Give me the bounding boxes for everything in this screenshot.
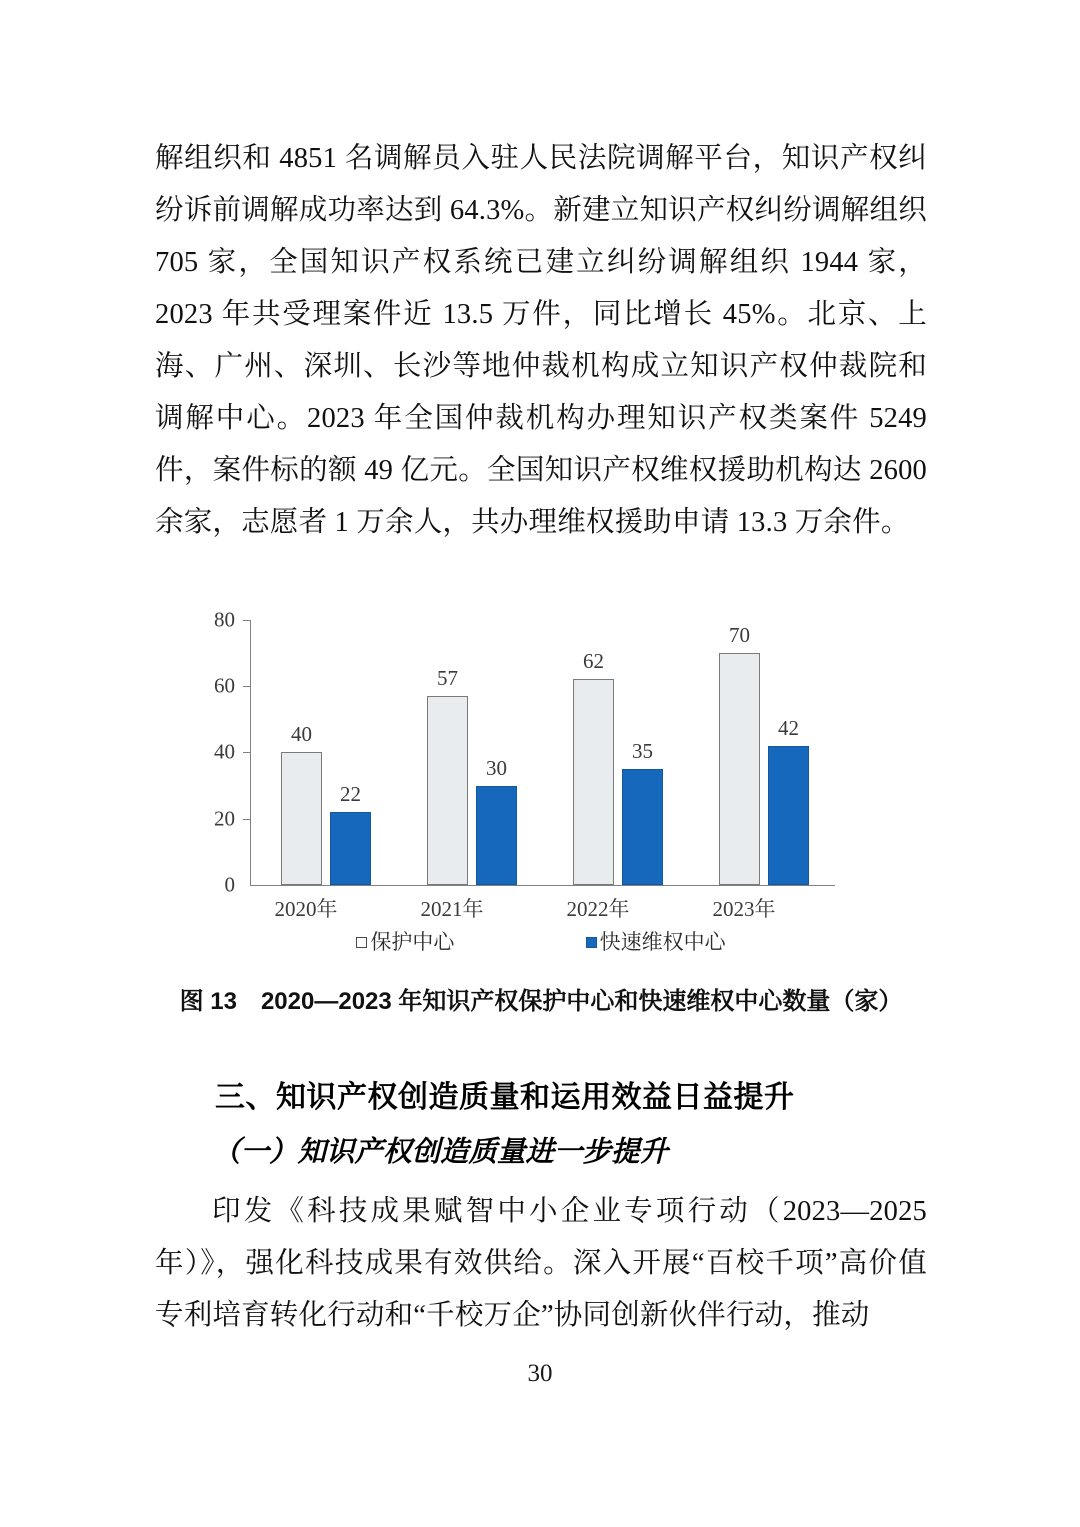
y-axis-label-60: 60 [214, 673, 235, 698]
bar-value-2021-rapid-rights: 30 [486, 756, 507, 780]
bar-2020-protection [281, 722, 322, 885]
bar-2020-rapid-rights [330, 782, 371, 885]
x-axis-label-2023: 2023年 [712, 897, 776, 921]
legend-item-protection [356, 926, 454, 956]
bar-2021-rapid-rights [476, 756, 517, 885]
legend-swatch-hollow-square-icon [356, 937, 367, 948]
bar-value-2022-protection: 62 [583, 649, 604, 673]
legend-label-protection: 保护中心 [370, 930, 455, 954]
bar-value-2023-protection: 70 [729, 623, 750, 647]
x-axis-label-2022: 2022年 [566, 897, 630, 921]
y-axis-label-40: 40 [214, 739, 235, 764]
bar-value-2020-rapid-rights: 22 [340, 782, 361, 806]
x-axis-line [250, 885, 835, 886]
y-tick-20 [243, 819, 250, 820]
bar-2022-protection [573, 649, 614, 885]
chart-legend [155, 926, 927, 956]
y-axis-line [250, 620, 251, 885]
bar-value-2022-rapid-rights: 35 [632, 739, 653, 763]
legend-item-rapid-rights [586, 926, 726, 956]
paragraph-bottom: 印发《科技成果赋智中小企业专项行动（2023—2025 年）》，强化科技成果有效供给。深入开展“百校千项”高价值专利培育转化行动和“千校万企”协同创新伙伴行动，推动 [155, 1196, 927, 1331]
legend-swatch-filled-square-icon [586, 937, 597, 948]
bar-2023-protection [719, 623, 760, 885]
y-tick-60 [243, 686, 250, 687]
bar-value-2020-protection: 40 [291, 722, 312, 746]
bar-value-2021-protection: 57 [437, 666, 458, 690]
paragraph-top: 解组织和 4851 名调解员入驻人民法院调解平台，知识产权纠纷诉前调解成功率达到 64.3%。新建立知识产权纠纷调解组织 705 家，全国知识产权系统已建立纠纷调解组织 1944 家，2023 年共受理案件近 13.5 万件，同比增长 45%。北京、上海、广州、深圳、长沙等地仲裁机构成立知识产权仲裁院和调解中心。2023 年全国仲裁机构办理知识产权类案件 5249 件，案件标的额 49 亿元。全国知识产权维权援助机构达 2600 余家，志愿者 1 万余人，共办理维权援助申请 13.3 万余件。 [155, 143, 927, 538]
figure-13 [155, 596, 927, 976]
y-axis-label-20: 20 [214, 806, 235, 831]
subsection-heading: （一）知识产权创造质量进一步提升 [212, 1137, 669, 1168]
bar-2021-protection [427, 666, 468, 885]
x-axis-label-2021: 2021年 [420, 897, 484, 921]
bar-chart [155, 596, 927, 926]
section-heading: 三、知识产权创造质量和运用效益日益提升 [215, 1081, 795, 1114]
bar-2022-rapid-rights [622, 739, 663, 885]
y-axis-label-0: 0 [224, 872, 235, 897]
bar-value-2023-rapid-rights: 42 [778, 716, 799, 740]
bar-2023-rapid-rights [768, 716, 809, 885]
y-tick-80 [243, 620, 250, 621]
y-axis-label-80: 80 [214, 607, 235, 632]
figure-caption: 图 13 2020—2023 年知识产权保护中心和快速维权中心数量（家） [179, 988, 903, 1015]
y-tick-40 [243, 752, 250, 753]
page-number: 30 [527, 1360, 553, 1387]
legend-label-rapid-rights: 快速维权中心 [599, 930, 726, 954]
x-axis-label-2020: 2020年 [274, 897, 338, 921]
